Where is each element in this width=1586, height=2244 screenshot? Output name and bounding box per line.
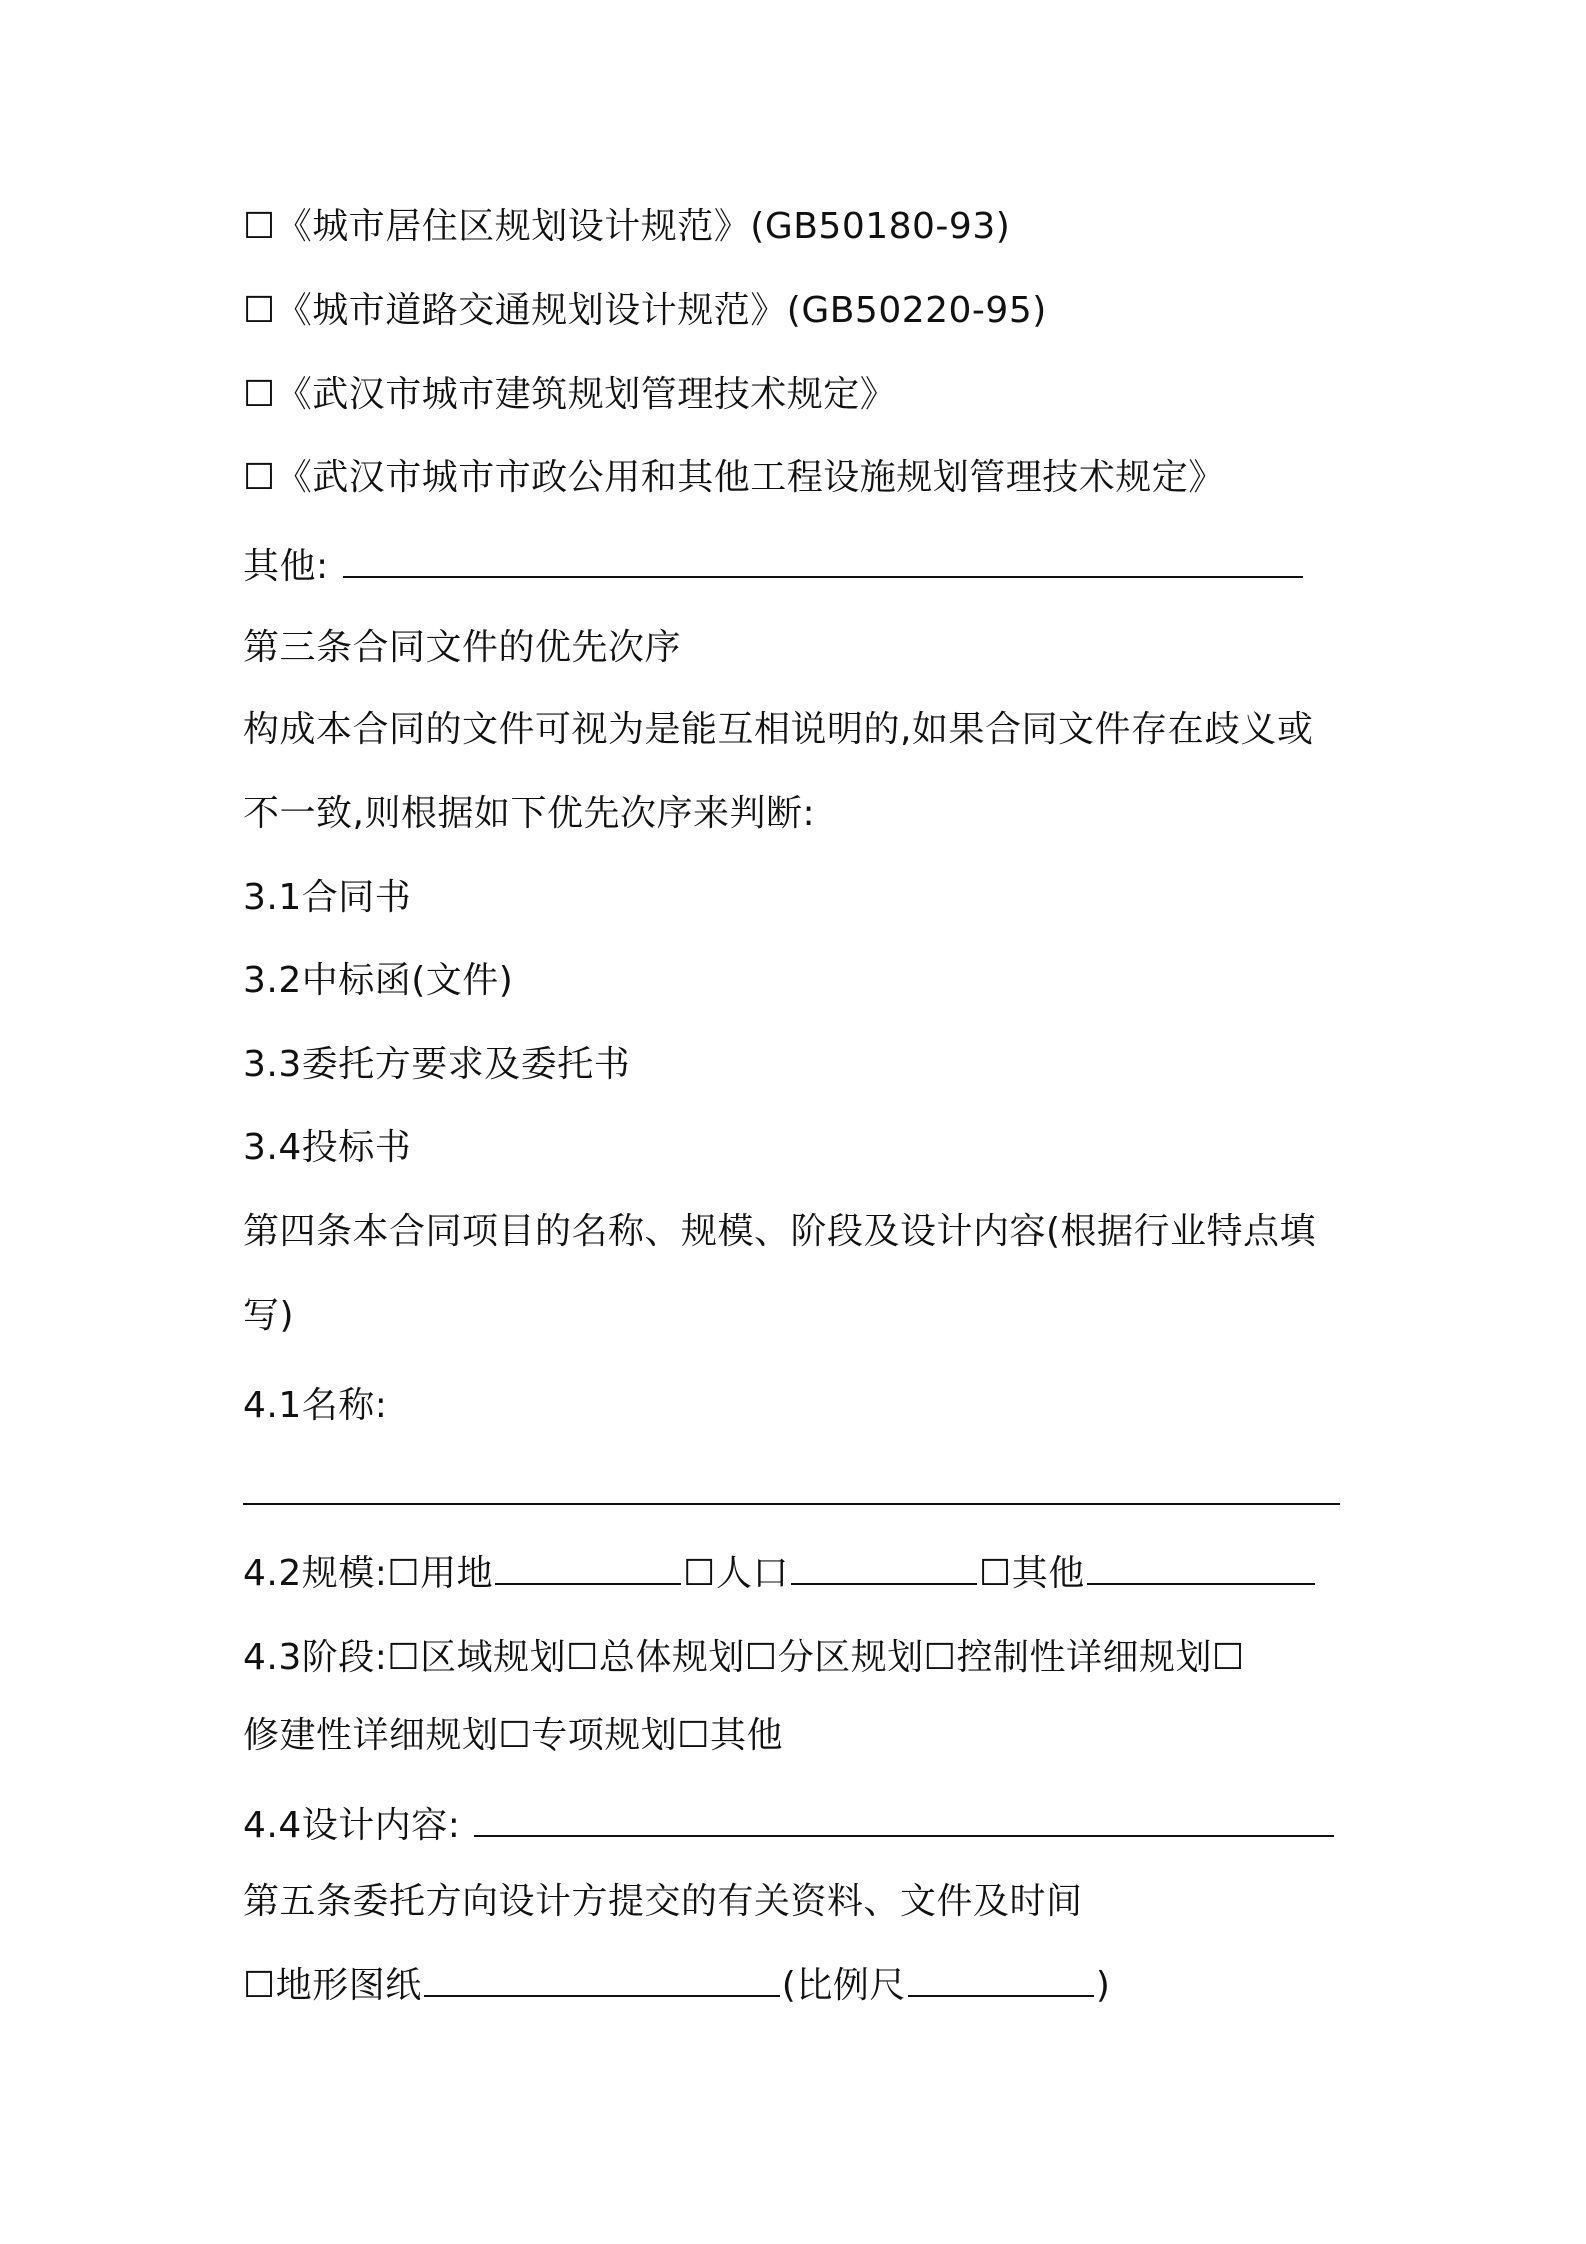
other-scale-checkbox-label[interactable]: ☐其他 <box>978 1553 1085 1594</box>
item-3-2: 3.2中标函(文件) <box>243 960 514 1001</box>
scale-ratio-blank[interactable] <box>908 1965 1094 1997</box>
item-3-4: 3.4投标书 <box>243 1127 412 1168</box>
population-blank[interactable] <box>791 1553 977 1585</box>
standard-road-traffic: ☐《城市道路交通规划设计规范》(GB50220-95) <box>243 290 1047 331</box>
other-scale-blank[interactable] <box>1087 1553 1315 1585</box>
item-4-2-scale-line <box>243 1552 1317 1596</box>
terrain-drawing-blank[interactable] <box>424 1965 780 1997</box>
standard-residential-area: ☐《城市居住区规划设计规范》(GB50180-93) <box>243 206 1011 247</box>
item-4-3-stage-line-2: 修建性详细规划☐专项规划☐其他 <box>243 1715 784 1756</box>
article-5-title: 第五条委托方向设计方提交的有关资料、文件及时间 <box>243 1881 1083 1922</box>
scale-ratio-close: ) <box>1095 1965 1111 2006</box>
standard-wuhan-building: ☐《武汉市城市建筑规划管理技术规定》 <box>243 374 897 415</box>
item-4-3-stage-line-1: 4.3阶段:☐区域规划☐总体规划☐分区规划☐控制性详细规划☐ <box>243 1637 1245 1678</box>
item-4-1-name: 4.1名称: <box>243 1385 388 1426</box>
terrain-drawing-checkbox-label[interactable]: ☐地形图纸 <box>243 1965 422 2006</box>
other-blank[interactable] <box>343 546 1303 578</box>
other-label: 其他: <box>243 546 329 587</box>
design-content-blank[interactable] <box>474 1805 1334 1837</box>
article-3-body-line-2: 不一致,则根据如下优先次序来判断: <box>243 793 816 834</box>
article-3-body-line-1: 构成本合同的文件可视为是能互相说明的,如果合同文件存在歧义或 <box>243 709 1314 750</box>
scale-label: 4.2规模: <box>243 1553 388 1594</box>
scale-ratio-open: (比例尺 <box>781 1965 906 2006</box>
other-standards-line <box>243 545 1305 589</box>
population-checkbox-label[interactable]: ☐人口 <box>683 1553 789 1594</box>
item-3-3: 3.3委托方要求及委托书 <box>243 1044 631 1085</box>
name-blank[interactable] <box>243 1503 1340 1505</box>
land-use-checkbox-label[interactable]: ☐用地 <box>387 1553 494 1594</box>
design-content-label: 4.4设计内容: <box>243 1805 461 1846</box>
terrain-drawing-line <box>243 1964 1110 2008</box>
article-3-title: 第三条合同文件的优先次序 <box>243 627 682 668</box>
item-4-4-design-content-line <box>243 1804 1336 1848</box>
standard-wuhan-municipal: ☐《武汉市城市市政公用和其他工程设施规划管理技术规定》 <box>243 457 1225 498</box>
article-4-title-line-1: 第四条本合同项目的名称、规模、阶段及设计内容(根据行业特点填 <box>243 1211 1317 1252</box>
land-use-blank[interactable] <box>495 1553 681 1585</box>
item-3-1: 3.1合同书 <box>243 877 412 918</box>
article-4-title-line-2: 写) <box>243 1295 295 1336</box>
